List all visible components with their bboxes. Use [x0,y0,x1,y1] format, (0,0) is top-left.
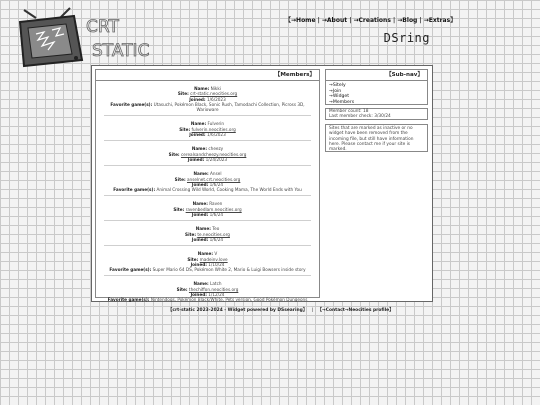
member-status-box [325,108,428,120]
tv-icon [14,6,174,68]
subnav-widget-link[interactable]: →Widget [329,94,350,100]
subnav-heading: 【Sub-nav】 [326,70,427,81]
logo-text-line1: CRT [86,17,119,37]
footer: 【crt-static 2023-2024 - Widget powered by DSsearing】 | 【→Contact→Neocities profile】 [168,308,394,313]
member-entry: Name: Nikki Site: crt-static.neocities.org Joined: 1/6/2023 Favorite game(s): Utasuchi, Pokémon Black, Sonic Rush, Tamodachi Collection, Picross 3D, Warioware [104,81,311,116]
last-member-check: Last member check: 3/30/24 [329,114,391,119]
page-title: DSring [383,31,430,45]
footer-credit: 【crt-static 2023-2024 - Widget powered by DSsearing】 [168,308,308,313]
site-logo[interactable] [14,6,174,68]
top-nav: 【→Home | →About | →Creations | →Blog | →Extras】 [285,17,457,24]
member-site-link[interactable]: thechiffon.neocities.org [188,286,239,292]
footer-links[interactable]: 【→Contact→Neocities profile】 [317,308,394,313]
member-count: Member count: 18 [329,109,369,114]
nav-blog-link[interactable]: →Blog [397,17,418,24]
member-entry: Name: Ansel Site: anselnet.crt.neocities.org Joined: 1/6/24 Favorite game(s): Animal Crossing Wild World, Cooking Mama, The World Ends with You [104,166,311,196]
member-site-link[interactable]: cerealsandcheezy.neocities.org [180,151,247,157]
subnav-members-link[interactable]: →Members [329,99,355,105]
member-entry: Name: cheezy Site: cerealsandcheezy.neocities.org Joined: 1/24/2023 [104,141,311,166]
nav-creations-link[interactable]: →Creations [353,17,391,24]
members-heading: 【Members】 [96,70,319,81]
subnav-panel [325,69,428,105]
member-site-link[interactable]: te.neocities.org [197,231,230,237]
member-entry: Name: V Site: madeinv.love Joined: 1/10/24 Favorite game(s): Super Mario 64 DS, Pokémon White 2, Mario & Luigi Bowsers inside story [104,246,311,276]
members-panel [95,69,320,303]
member-site-link[interactable]: madeinv.love [199,256,228,262]
nav-home-link[interactable]: →Home [291,17,316,24]
subnav-join-link[interactable]: →Join [329,88,342,94]
member-entry: Name: Latch Site: thechiffon.neocities.org Joined: 1/12/24 Favorite game(s): Nintendogs, Pokémon Black/White, Pets version, Good Pokémon Dungeons [104,276,311,306]
member-site-link[interactable]: anselnet.crt.neocities.org [186,176,241,182]
members-list[interactable] [96,81,319,303]
member-entry: Name: Fulverin Site: fulverin.neocities.org Joined: 1/6/2023 [104,116,311,141]
inactive-note: Sites that are marked as inactive or no widget have been removed from the incoming file, but still have information here. Please contact me if your site is marked. [325,124,428,152]
nav-extras-link[interactable]: →Extras [423,17,451,24]
member-entry: Name: Raven Site: ravenbedlam.neocities.org Joined: 1/6/24 [104,196,311,221]
subnav-sitely-link[interactable]: →Sitely [329,83,346,88]
member-site-link[interactable]: fulverin.neocities.org [191,126,236,132]
member-site-link[interactable]: ravenbedlam.neocities.org [185,206,242,212]
member-entry: Name: Teo Site: te.neocities.org Joined: 1/6/24 [104,221,311,246]
member-site-link[interactable]: crt-static.neocities.org [190,91,238,97]
nav-about-link[interactable]: →About [321,17,348,24]
logo-text-line2: STATIC [92,41,150,61]
